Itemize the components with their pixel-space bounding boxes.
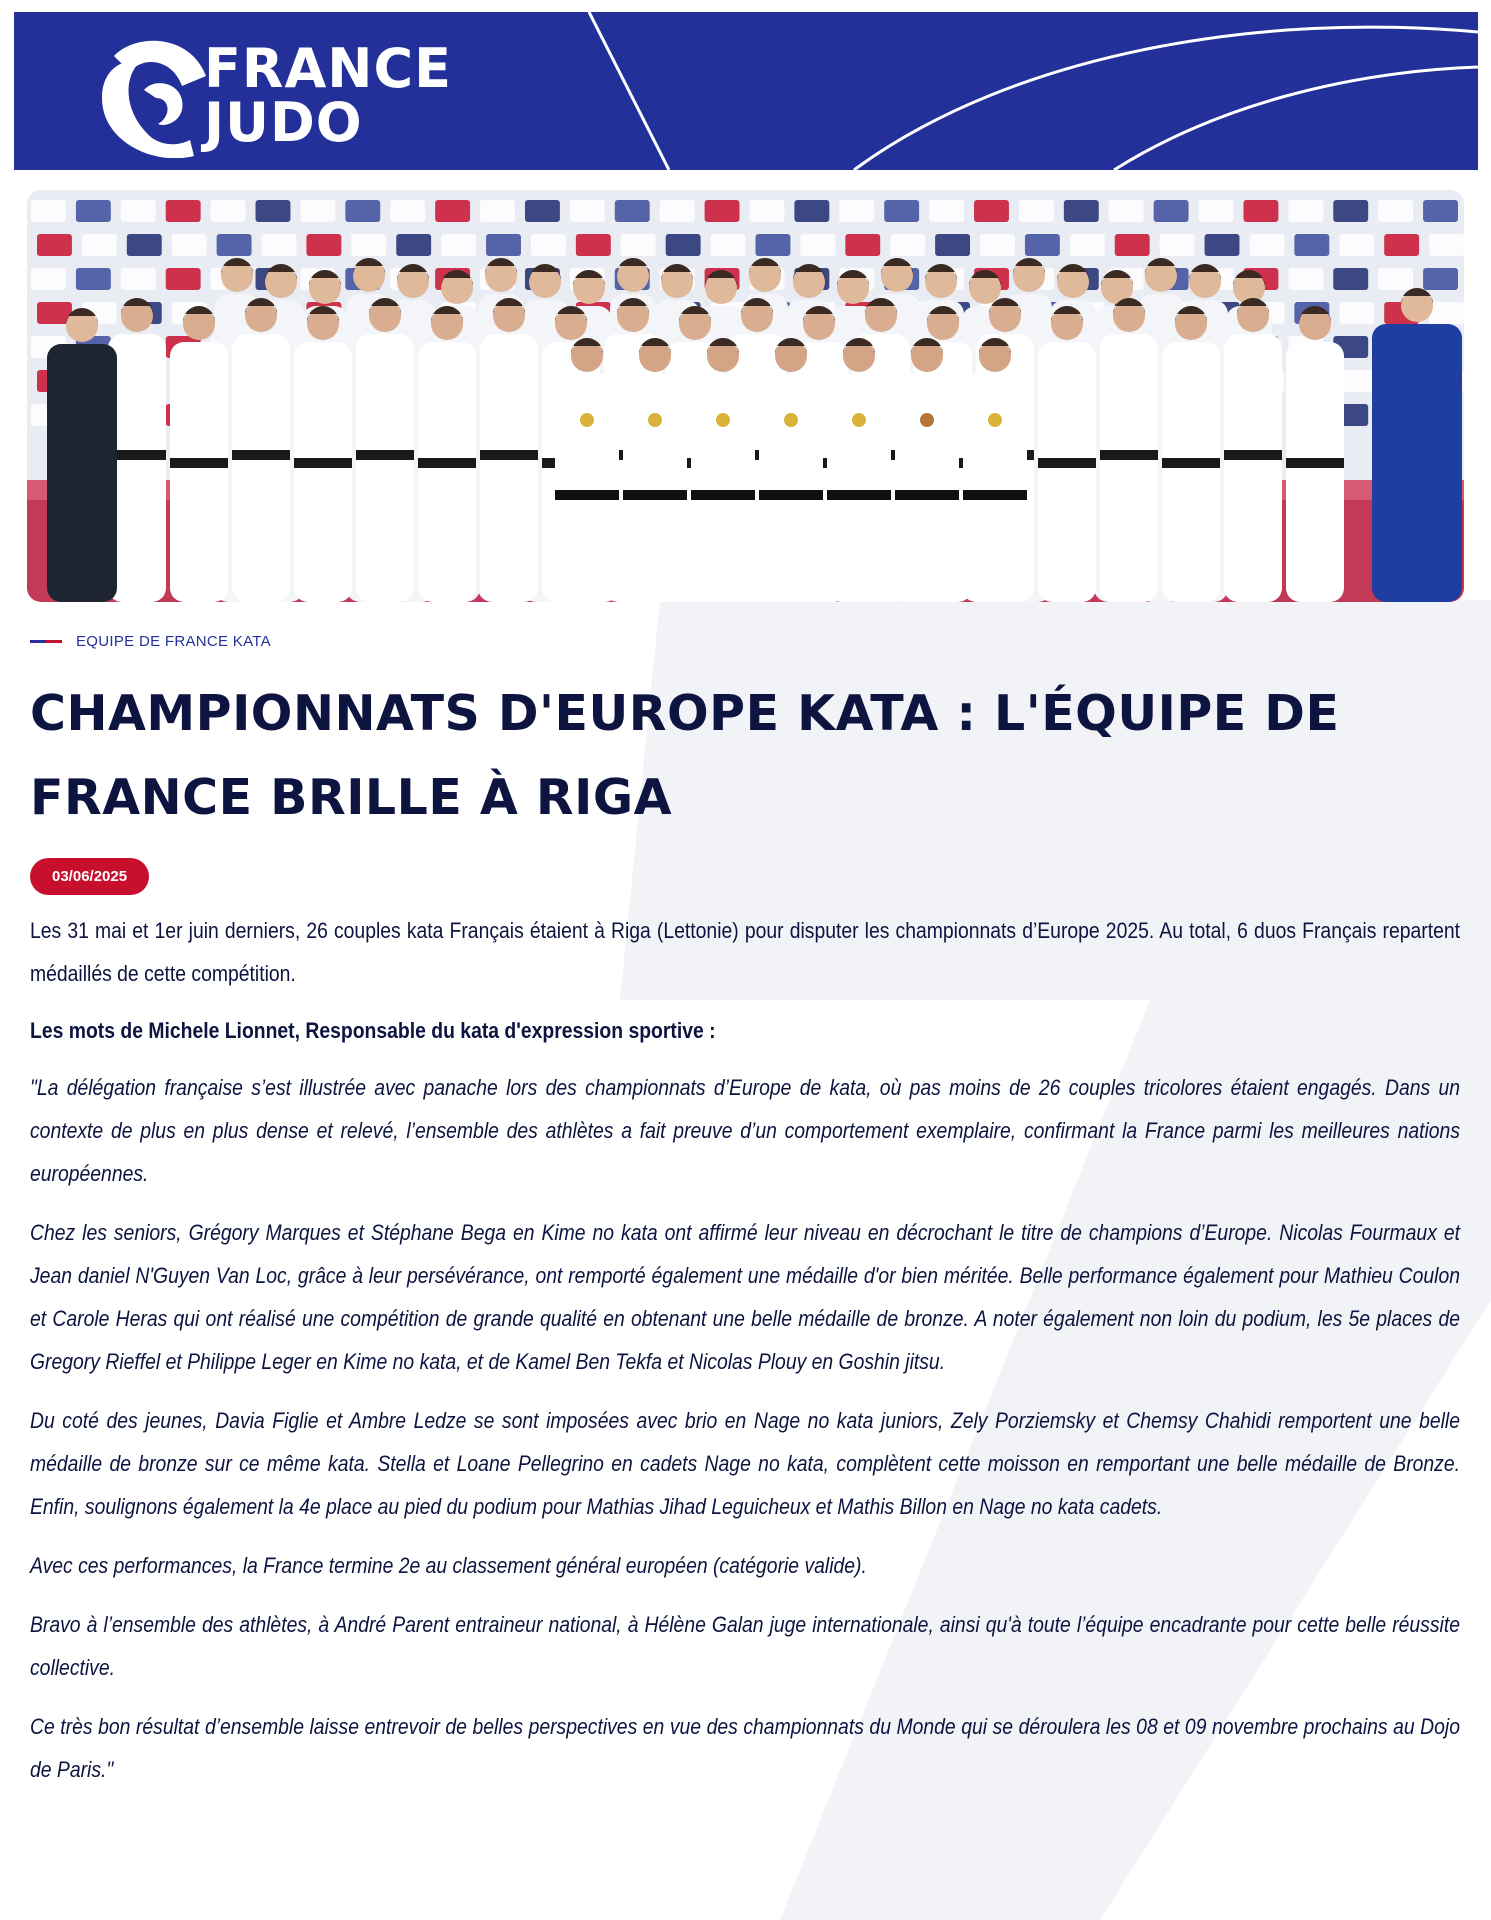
athlete-figure: [356, 298, 414, 602]
sponsor-logo-tile: [660, 200, 695, 222]
sponsor-logo-tile: [262, 234, 297, 256]
sponsor-logo-tile: [390, 200, 425, 222]
quote-paragraph: Avec ces performances, la France termine 2e au classement général européen (catégorie valide).: [30, 1553, 867, 1578]
site-header: [14, 12, 1478, 170]
logo-wordmark: [204, 37, 452, 154]
sponsor-logo-tile: [76, 268, 111, 290]
medal-icon: [920, 413, 934, 427]
athlete-figure: [1038, 306, 1096, 602]
article-body: [30, 909, 1460, 1791]
sponsor-logo-tile: [172, 234, 207, 256]
sponsor-logo-tile: [1288, 200, 1323, 222]
sponsor-logo-tile: [396, 234, 431, 256]
medal-icon: [784, 413, 798, 427]
team-photo-image: [27, 190, 1464, 602]
sponsor-logo-tile: [1384, 234, 1419, 256]
athlete-figure: [1162, 306, 1220, 602]
sponsor-logo-tile: [480, 200, 515, 222]
athlete-figure: [1224, 298, 1282, 602]
quote-paragraph: "La délégation française s’est illustrée avec panache lors des championnats d’Europe de kata, où pas moins de 26 couples tricolores étaient engagés. Dans un contexte de plus en plus dense et relevé, l’ensemble des athlètes a fait preuve d’un comportement exemplaire, confirmant la France parmi les meilleures nations européennes.: [30, 1075, 1460, 1186]
sponsor-logo-tile: [666, 234, 701, 256]
sponsor-logo-tile: [1378, 200, 1413, 222]
logo-line-france: FRANCE: [204, 37, 452, 100]
athlete-figure: [555, 338, 619, 602]
sponsor-logo-tile: [980, 234, 1015, 256]
sponsor-logo-tile: [531, 234, 566, 256]
athlete-figure: [759, 338, 823, 602]
sponsor-logo-tile: [705, 200, 740, 222]
sponsor-logo-tile: [845, 234, 880, 256]
article-title: CHAMPIONNATS D'EUROPE KATA : L'ÉQUIPE DE FRANCE BRILLE À RIGA: [30, 685, 1340, 826]
sponsor-logo-tile: [76, 200, 111, 222]
medal-icon: [716, 413, 730, 427]
quote-paragraph: Du coté des jeunes, Davia Figlie et Ambre Ledze se sont imposées avec brio en Nage no kata juniors, Zely Porziemsky et Chemsy Chahidi remportent une belle médaille de bronze sur ce même kata. Stella et Loane Pellegrino en cadets Nage no kata, complètent cette moisson en remportant une belle médaille de Bronze. Enfin, soulignons également la 4e place au pied du podium pour Mathias Jihad Leguicheux et Mathis Billon en Nage no kata cadets.: [30, 1408, 1460, 1519]
sponsor-logo-tile: [890, 234, 925, 256]
sponsor-logo-tile: [1109, 200, 1144, 222]
sponsor-logo-tile: [1429, 302, 1464, 324]
sponsor-logo-tile: [306, 234, 341, 256]
athlete-figure: [895, 338, 959, 602]
sponsor-logo-tile: [1378, 268, 1413, 290]
sponsor-logo-tile: [1199, 200, 1234, 222]
sponsor-logo-tile: [1339, 302, 1374, 324]
sponsor-logo-tile: [750, 200, 785, 222]
sponsor-logo-tile: [1288, 268, 1323, 290]
athlete-figure: [963, 338, 1027, 602]
athlete-figure: [294, 306, 352, 602]
sponsor-logo-tile: [1249, 234, 1284, 256]
sponsor-logo-tile: [1339, 370, 1374, 392]
logo-line-judo: JUDO: [204, 91, 363, 154]
athlete-figure: [691, 338, 755, 602]
medal-icon: [988, 413, 1002, 427]
sponsor-logo-tile: [1333, 200, 1368, 222]
athlete-figure: [623, 338, 687, 602]
sponsor-logo-tile: [974, 200, 1009, 222]
sponsor-logo-tile: [127, 234, 162, 256]
sponsor-logo-tile: [570, 200, 605, 222]
sponsor-logo-tile: [211, 200, 246, 222]
sponsor-logo-tile: [1333, 268, 1368, 290]
sponsor-logo-tile: [256, 200, 291, 222]
sponsor-logo-tile: [1064, 200, 1099, 222]
sponsor-logo-tile: [345, 200, 380, 222]
sponsor-logo-tile: [351, 234, 386, 256]
sponsor-logo-tile: [1294, 234, 1329, 256]
sponsor-logo-tile: [525, 200, 560, 222]
medal-icon: [580, 413, 594, 427]
athlete-figure: [170, 306, 228, 602]
category-marker: [30, 640, 62, 643]
sponsor-logo-tile: [121, 268, 156, 290]
sponsor-logo-tile: [82, 234, 117, 256]
sponsor-logo-tile: [884, 200, 919, 222]
sponsor-logo-tile: [1115, 234, 1150, 256]
quote-paragraph: Bravo à l’ensemble des athlètes, à André Parent entraineur national, à Hélène Galan juge internationale, ainsi qu'à toute l’équipe encadrante pour cette belle réussite collective.: [30, 1612, 1460, 1680]
category-label: EQUIPE DE FRANCE KATA: [76, 632, 271, 650]
sponsor-logo-tile: [166, 268, 201, 290]
sponsor-logo-tile: [756, 234, 791, 256]
sponsor-logo-tile: [1070, 234, 1105, 256]
sponsor-logo-tile: [621, 234, 656, 256]
sponsor-logo-tile: [486, 234, 521, 256]
sponsor-logo-tile: [1423, 268, 1458, 290]
quote-paragraph: Chez les seniors, Grégory Marques et Stéphane Bega en Kime no kata ont affirmé leur niveau en décrochant le titre de champions d’Europe. Nicolas Fourmaux et Jean daniel N'Guyen Van Loc, grâce à leur persévérance, ont remporté également une médaille d'or bien méritée. Belle performance également pour Mathieu Coulon et Carole Heras qui ont réalisé une compétition de grande qualité en obtenant une belle médaille de bronze. A noter également non loin du podium, les 5e places de Gregory Rieffel et Philippe Leger en Kime no kata, et de Kamel Ben Tekfa et Nicolas Plouy en Goshin jitsu.: [30, 1220, 1460, 1374]
sponsor-logo-tile: [1205, 234, 1240, 256]
sponsor-logo-tile: [441, 234, 476, 256]
sponsor-logo-tile: [435, 200, 470, 222]
sponsor-logo-tile: [1025, 234, 1060, 256]
hero-team-photo: [27, 190, 1464, 602]
sponsor-logo-tile: [166, 200, 201, 222]
athlete-figure: [47, 308, 117, 602]
athlete-figure: [1100, 298, 1158, 602]
article-category[interactable]: [30, 630, 1460, 652]
sponsor-logo-tile: [1154, 200, 1189, 222]
sponsor-logo-tile: [576, 234, 611, 256]
sponsor-logo-tile: [1019, 200, 1054, 222]
sponsor-logo-tile: [1423, 200, 1458, 222]
sponsor-logo-tile: [31, 200, 66, 222]
sponsor-logo-tile: [794, 200, 829, 222]
athlete-figure: [232, 298, 290, 602]
sponsor-logo-tile: [31, 268, 66, 290]
sponsor-logo-tile: [800, 234, 835, 256]
sponsor-logo-tile: [217, 234, 252, 256]
athlete-figure: [827, 338, 891, 602]
quote-intro: Les mots de Michele Lionnet, Responsable du kata d'expression sportive :: [30, 1018, 716, 1043]
article-intro: Les 31 mai et 1er juin derniers, 26 couples kata Français étaient à Riga (Lettonie) pour disputer les championnats d’Europe 2025. Au total, 6 duos Français repartent médaillés de cette compétition.: [30, 918, 1460, 986]
athlete-figure: [480, 298, 538, 602]
medal-icon: [648, 413, 662, 427]
sponsor-logo-tile: [121, 200, 156, 222]
sponsor-logo-tile: [929, 200, 964, 222]
sponsor-logo-tile: [1160, 234, 1195, 256]
athlete-figure: [1372, 288, 1462, 602]
sponsor-logo-tile: [300, 200, 335, 222]
athlete-figure: [1286, 306, 1344, 602]
athletes-group: [47, 258, 1462, 602]
sponsor-logo-tile: [1339, 234, 1374, 256]
sponsor-logo-tile: [1243, 200, 1278, 222]
article: [30, 630, 1460, 1807]
sponsor-logo-tile: [839, 200, 874, 222]
date-badge: 03/06/2025: [30, 858, 149, 895]
sponsor-logo-tile: [1429, 234, 1464, 256]
medal-icon: [852, 413, 866, 427]
sponsor-logo-tile: [711, 234, 746, 256]
sponsor-logo-tile: [935, 234, 970, 256]
sponsor-logo-tile: [37, 234, 72, 256]
sponsor-logo-tile: [615, 200, 650, 222]
judo-logo-icon: [94, 28, 214, 158]
quote-paragraph: Ce très bon résultat d’ensemble laisse entrevoir de belles perspectives en vue des championnats du Monde qui se déroulera les 08 et 09 novembre prochains au Dojo de Paris.": [30, 1714, 1460, 1782]
france-judo-logo[interactable]: [94, 28, 494, 158]
athlete-figure: [418, 306, 476, 602]
